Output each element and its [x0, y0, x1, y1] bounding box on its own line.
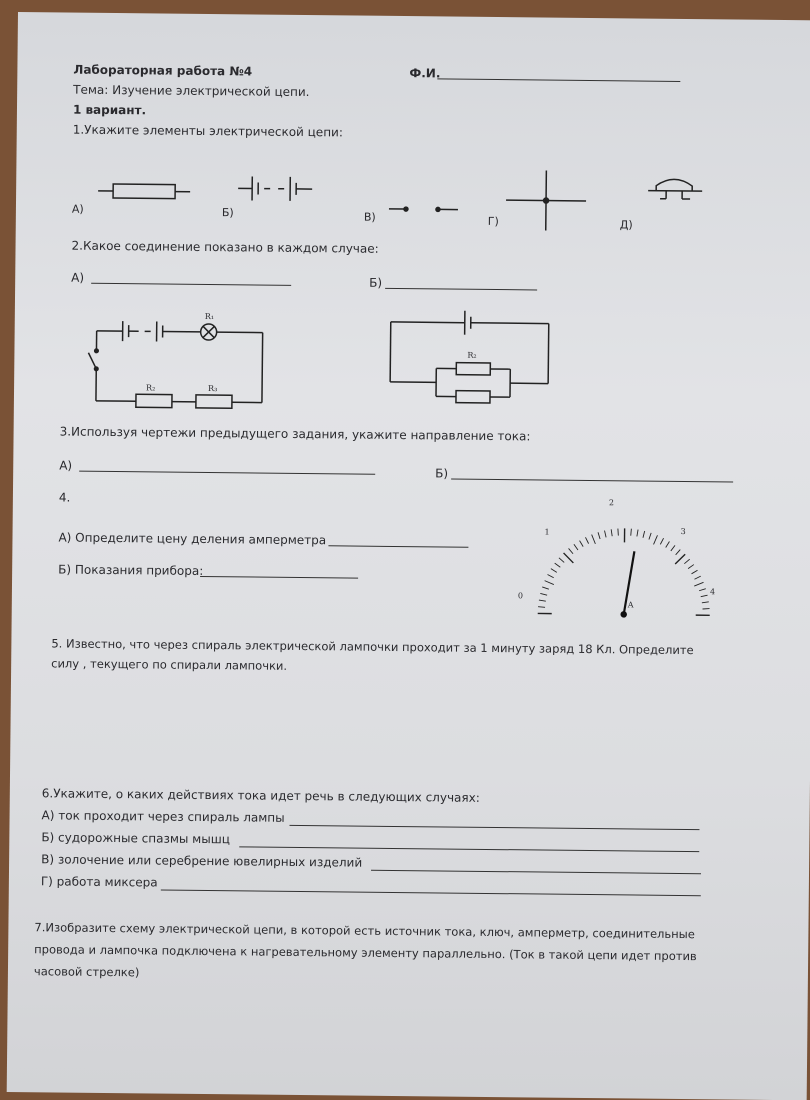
q3-text: 3.Используя чертежи предыдущего задания, укажите направление тока:: [60, 424, 531, 443]
r3-label-a: R₃: [208, 384, 217, 393]
q5-line2: силу , текущего по спирали лампочки.: [51, 656, 287, 672]
q6-item-v: В) золочение или серебрение ювелирных изделий: [41, 852, 362, 869]
r2-label-a: R₂: [146, 383, 155, 392]
ammeter-minor-tick: [547, 575, 553, 578]
ammeter-major-tick: [563, 553, 573, 563]
ammeter-unit: A: [628, 600, 634, 609]
q3-label-a: А): [59, 458, 72, 472]
q1-option-g: Г): [488, 215, 499, 228]
ammeter-minor-tick: [649, 533, 651, 540]
q6-answer-line-v: [371, 870, 701, 874]
ammeter-minor-tick: [592, 535, 596, 544]
q7-line1: 7.Изобразите схему электрической цепи, в которой есть источник тока, ключ, амперметр, соединительные: [34, 920, 695, 941]
q1-option-v: В): [364, 211, 376, 224]
q4-number: 4.: [59, 490, 71, 504]
ammeter-minor-tick: [701, 595, 708, 597]
ammeter-minor-tick: [703, 608, 710, 609]
q1-option-b: Б): [222, 206, 234, 219]
ammeter: [512, 495, 733, 627]
q2-label-b: Б): [369, 276, 382, 290]
q4-b-text: Б) Показания прибора:: [58, 562, 203, 578]
q2-circuits: [14, 12, 810, 440]
lab-title: Лабораторная работа №4: [73, 63, 252, 79]
ammeter-minor-tick: [694, 576, 700, 579]
q2-text: 2.Какое соединение показано в каждом случае:: [71, 239, 378, 256]
q3-label-b: Б): [435, 466, 448, 480]
q7-line3: часовой стрелке): [34, 964, 140, 979]
ammeter-minor-tick: [579, 541, 583, 547]
ammeter-minor-tick: [694, 582, 703, 586]
fio-label: Ф.И.: [409, 66, 440, 80]
q6-item-b: Б) судорожные спазмы мышц: [41, 830, 230, 846]
ammeter-tick-label-0: 0: [518, 591, 523, 600]
lamp-label: R₁: [205, 312, 214, 321]
q1-text: 1.Укажите элементы электрической цепи:: [73, 123, 343, 140]
ammeter-minor-tick: [631, 529, 632, 536]
ammeter-minor-tick: [671, 545, 675, 551]
q6-item-a: А) ток проходит через спираль лампы: [42, 808, 285, 825]
q4-a-text: А) Определите цену деления амперметра: [58, 530, 326, 547]
q2-label-a: А): [71, 271, 84, 285]
ammeter-minor-tick: [539, 600, 546, 601]
circuit-series: [88, 321, 263, 409]
ammeter-tick-label-4: 4: [710, 587, 715, 596]
q6-answer-line-b: [239, 846, 699, 852]
ammeter-minor-tick: [702, 602, 709, 603]
ammeter-minor-tick: [542, 587, 549, 589]
ammeter-minor-tick: [559, 558, 564, 563]
ammeter-minor-tick: [684, 559, 689, 564]
ammeter-minor-tick: [692, 570, 698, 574]
q1-option-a: А): [72, 203, 84, 216]
ammeter-minor-tick: [569, 548, 574, 553]
r2-label-b: R₂: [467, 351, 476, 360]
ammeter-major-tick: [675, 554, 685, 564]
q6-text: 6.Укажите, о каких действиях тока идет речь в следующих случаях:: [42, 786, 480, 805]
ammeter-minor-tick: [540, 593, 547, 595]
topic: Тема: Изучение электрической цепи.: [73, 83, 309, 99]
ammeter-minor-tick: [574, 544, 578, 550]
ammeter-minor-tick: [545, 581, 554, 585]
ammeter-minor-tick: [654, 535, 658, 544]
ammeter-minor-tick: [618, 529, 619, 536]
q4-answer-line-b: [200, 576, 358, 579]
ammeter-minor-tick: [611, 529, 612, 536]
q4-answer-line-a: [328, 545, 468, 547]
ammeter-minor-tick: [660, 538, 663, 544]
ammeter-minor-tick: [699, 589, 706, 591]
ammeter-minor-tick: [637, 530, 638, 537]
ammeter-minor-tick: [551, 569, 557, 573]
ammeter-minor-tick: [585, 537, 588, 543]
q5-line1: 5. Известно, что через спираль электрической лампочки проходит за 1 минуту заряд 18 Кл. Определите: [51, 636, 693, 657]
ammeter-tick-label-3: 3: [681, 527, 686, 536]
ammeter-minor-tick: [538, 607, 545, 608]
variant: 1 вариант.: [73, 103, 146, 118]
ammeter-minor-tick: [688, 564, 694, 568]
q3-answer-line-b: [451, 479, 733, 483]
worksheet: [7, 12, 810, 1100]
ammeter-minor-tick: [598, 532, 600, 539]
q6-item-g: Г) работа миксера: [41, 874, 158, 889]
ammeter-tick-label-2: 2: [609, 498, 614, 507]
q6-answer-line-a: [289, 825, 699, 830]
ammeter-minor-tick: [555, 563, 561, 567]
ammeter-minor-tick: [666, 541, 670, 547]
q3-answer-line-a: [79, 471, 375, 475]
q6-answer-line-g: [161, 890, 701, 897]
ammeter-minor-tick: [676, 550, 681, 555]
q7-line2: провода и лампочка подключена к нагревательному элементу параллельно. (Ток в такой цепи идет против: [34, 942, 697, 963]
ammeter-minor-tick: [604, 531, 606, 538]
ammeter-minor-tick: [643, 531, 645, 538]
q1-option-d: Д): [620, 218, 633, 231]
ammeter-tick-label-1: 1: [545, 528, 550, 537]
ammeter-pivot: [621, 612, 626, 617]
